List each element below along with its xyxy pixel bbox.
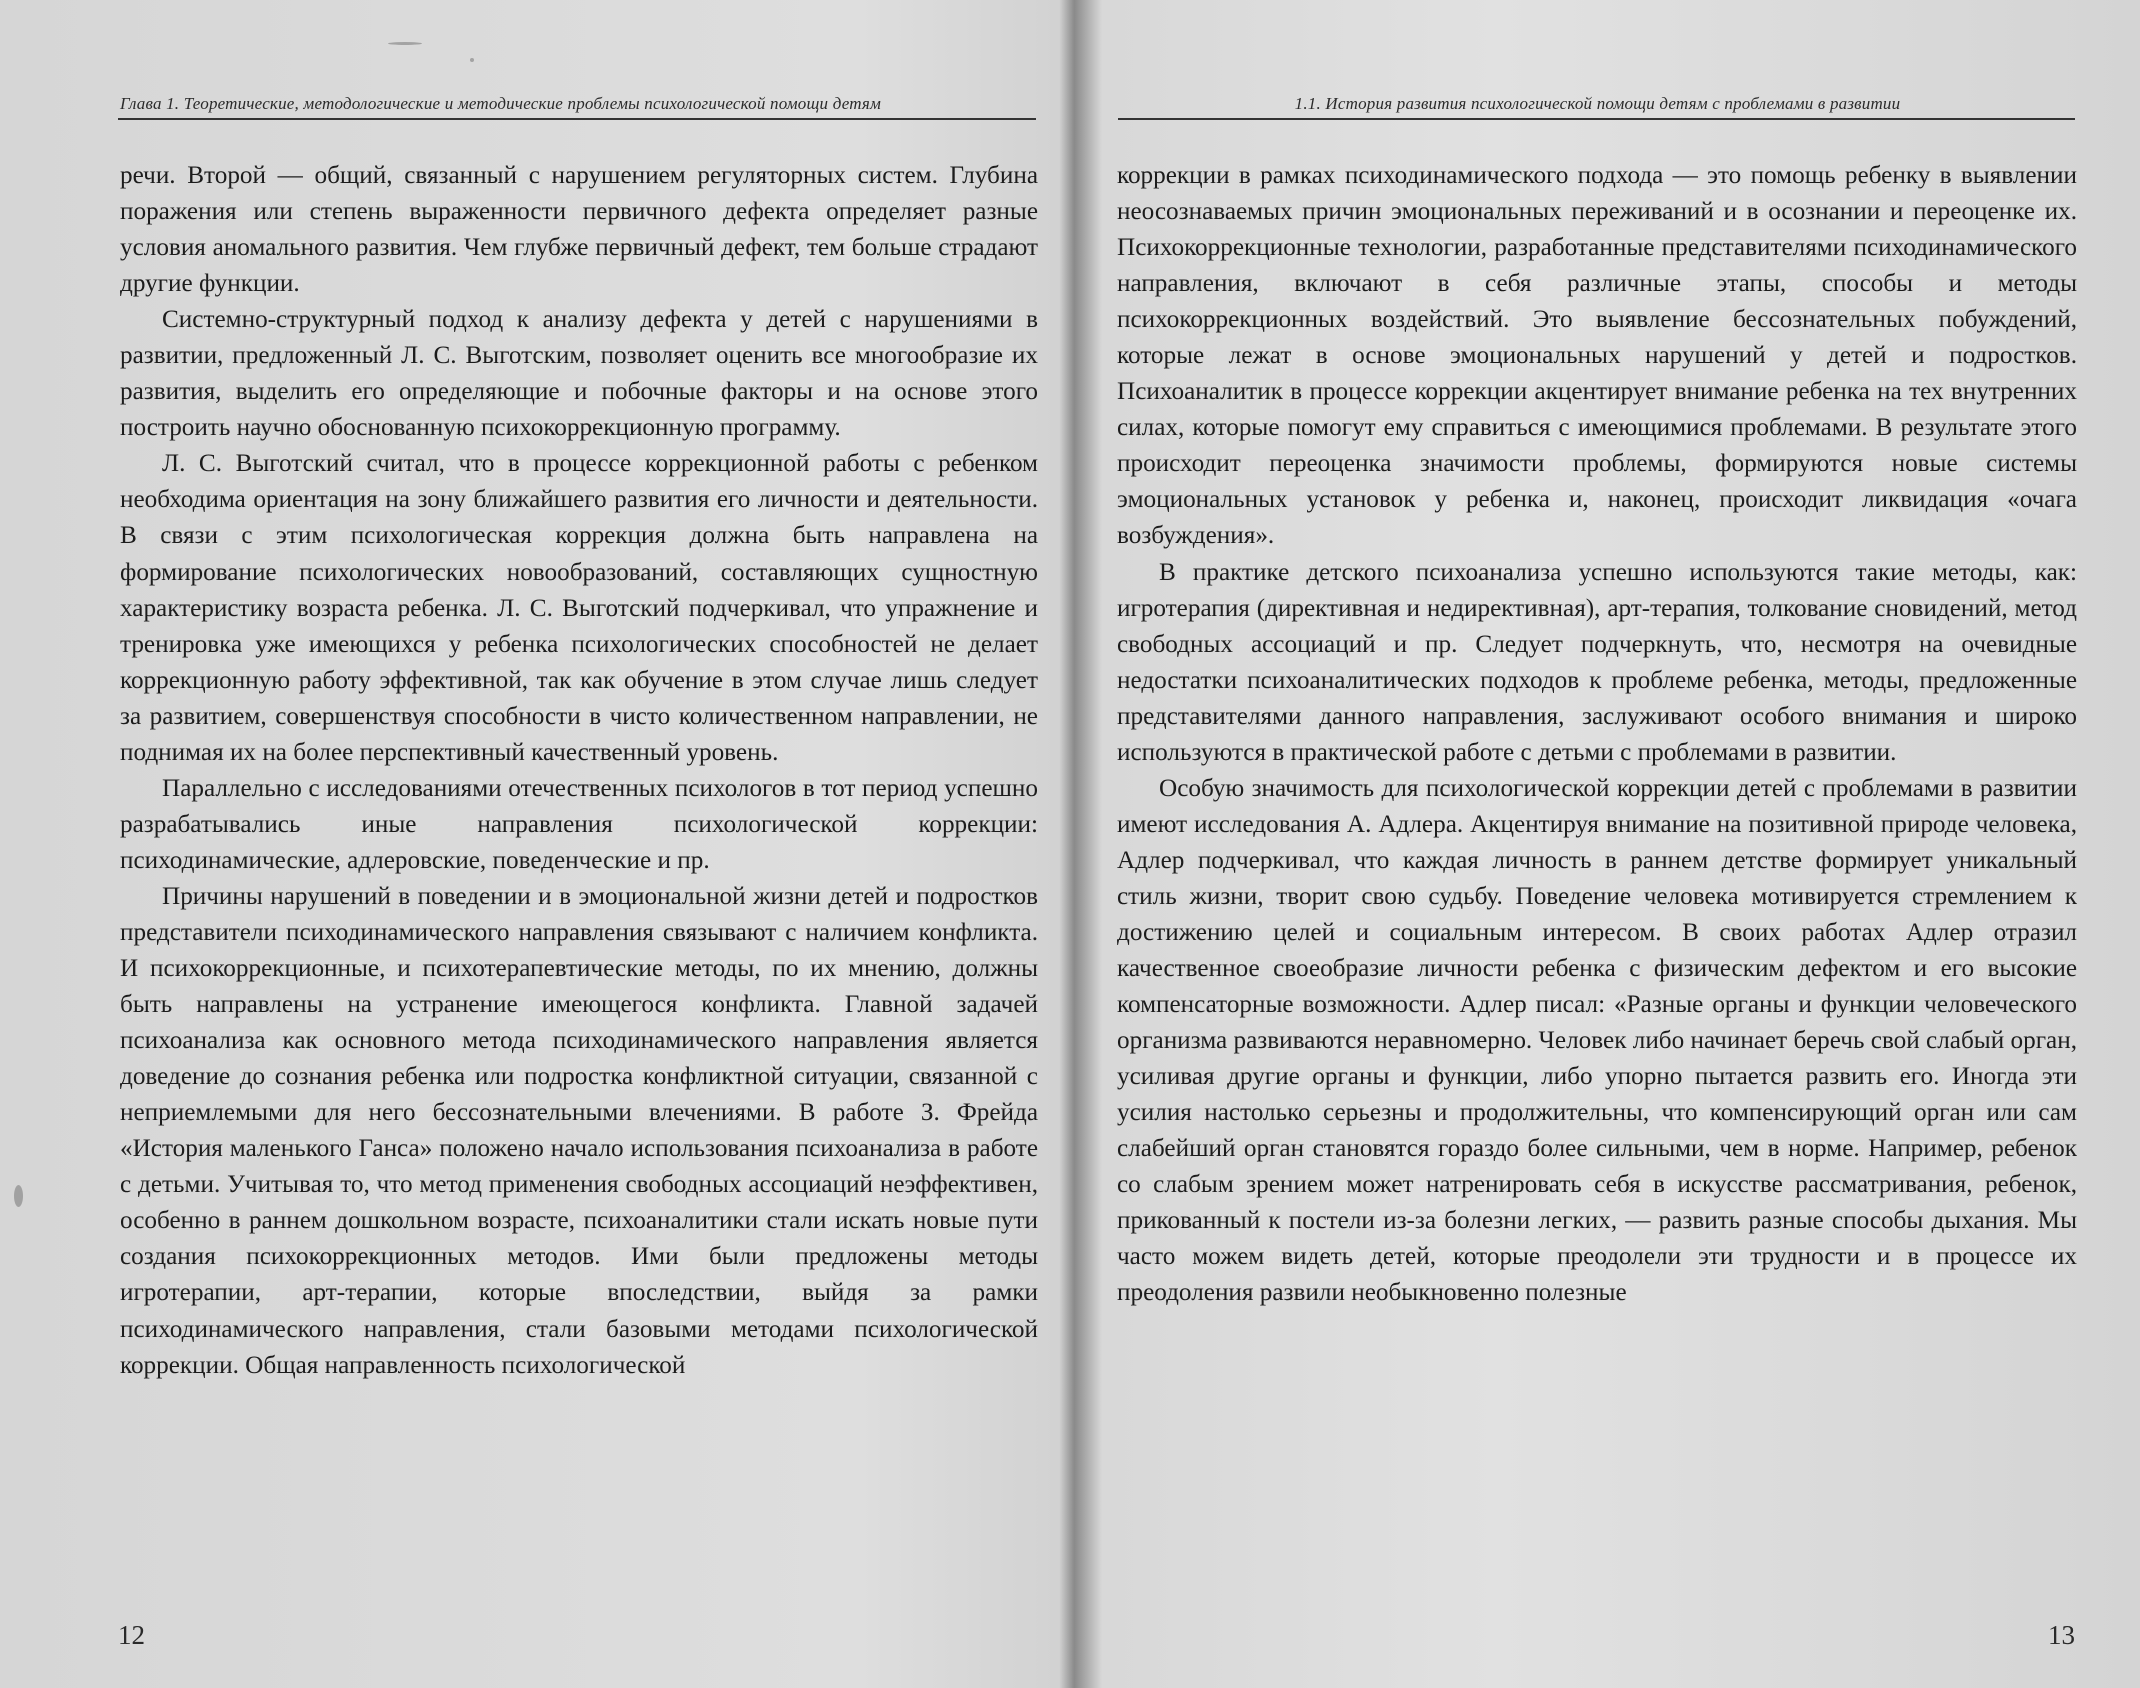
paragraph: В практике детского психоанализа успешно используются такие методы, как: игротерапия (директивная и недирективная), арт-терапия, толкование сновидений, метод свободных ассоциаций и пр. Следует подчеркнуть, что, несмотря на очевидные недостатки психоаналитических подходов к проблеме ребенка, методы, предложенные представителями данного направления, заслуживают особого внимания и широко используются в практической работе с детьми с проблемами в развитии. <box>1117 558 2077 766</box>
header-rule <box>1118 118 2075 120</box>
page-number: 12 <box>118 1620 145 1650</box>
paragraph: Л. С. Выготский считал, что в процессе коррекционной работы с ребенком необходима ориентация на зону ближайшего развития его личности и деятельности. В связи с этим психологическая коррекция должна быть направлена на формирование психологических новообразований, составляющих сущностную характеристику возраста ребенка. Л. С. Выготский подчеркивал, что упражнение и тренировка уже имеющихся у ребенка психологических способностей не делает коррекционную работу эффективной, так как обучение в этом случае лишь следует за развитием, совершенствуя способности в чисто количественном направлении, не поднимая их на более перспективный качественный уровень. <box>120 450 1038 766</box>
paragraph: коррекции в рамках психодинамического подхода — это помощь ребенку в выявлении неосознаваемых причин эмоциональных переживаний и в осознании и переоценке их. Психокоррекционные технологии, разработанные представителями психодинамического направления, включают в себя различные этапы, способы и методы психокоррекционных воздействий. Это выявление бессознательных побуждений, которые лежат в основе эмоциональных нарушений у детей и подростков. Психоаналитик в процессе коррекции акцентирует внимание ребенка на тех внутренних силах, которые помогут ему справиться с имеющимися проблемами. В результате этого происходит переоценка значимости проблемы, формируются новые системы эмоциональных установок у ребенка и, наконец, происходит ликвидация «очага возбуждения». <box>1117 162 2077 550</box>
body-text <box>1117 158 2077 1312</box>
paragraph: речи. Второй — общий, связанный с нарушением регуляторных систем. Глубина поражения или степень выраженности первичного дефекта определяет разные условия аномального развития. Чем глубже первичный дефект, тем больше страдают другие функции. <box>120 162 1038 298</box>
header-rule <box>118 118 1036 120</box>
paragraph: Системно-структурный подход к анализу дефекта у детей с нарушениями в развитии, предложенный Л. С. Выготским, позволяет оценить все многообразие их развития, выделить его определяющие и побочные факторы и на основе этого построить научно обоснованную психокоррекционную программу. <box>120 306 1038 442</box>
paragraph: Параллельно с исследованиями отечественных психологов в тот период успешно разрабатывались иные направления психологической коррекции: психодинамические, адлеровские, поведенческие и пр. <box>120 774 1038 874</box>
right-page <box>1075 0 2140 1688</box>
paragraph: Причины нарушений в поведении и в эмоциональной жизни детей и подростков представители психодинамического направления связывают с наличием конфликта. И психокоррекционные, и психотерапевтические методы, по их мнению, должны быть направлены на устранение имеющегося конфликта. Главной задачей психоанализа как основного метода психодинамического направления является доведение до сознания ребенка или подростка конфликтной ситуации, связанной с неприемлемыми для него бессознательными влечениями. В работе З. Фрейда «История маленького Ганса» положено начало использования психоанализа в работе с детьми. Учитывая то, что метод применения свободных ассоциаций неэффективен, особенно в раннем дошкольном возрасте, психоаналитики стали искать новые пути создания психокоррекционных методов. Ими были предложены методы игротерапии, арт-терапии, которые впоследствии, выйдя за рамки психодинамического направления, стали базовыми методами психологической коррекции. Общая направленность психологической <box>120 882 1038 1379</box>
running-head: 1.1. История развития психологической помощи детям с проблемами в развитии <box>1294 94 1901 113</box>
body-text <box>120 158 1038 1384</box>
running-head: Глава 1. Теоретические, методологические и методические проблемы психологической помощи детям <box>120 94 882 113</box>
page-number: 13 <box>2048 1620 2075 1650</box>
paragraph: Особую значимость для психологической коррекции детей с проблемами в развитии имеют исследования А. Адлера. Акцентируя внимание на позитивной природе человека, Адлер подчеркивал, что каждая личность в раннем детстве формирует уникальный стиль жизни, творит свою судьбу. Поведение человека мотивируется стремлением к достижению целей и социальным интересом. В своих работах Адлер отразил качественное своеобразие личности ребенка с физическим дефектом и его высокие компенсаторные возможности. Адлер писал: «Разные органы и функции человеческого организма развиваются неравномерно. Человек либо начинает беречь свой слабый орган, усиливая другие органы и функции, либо упорно пытается развить его. Иногда эти усилия настолько серьезны и продолжительны, что компенсирующий орган или сам слабейший орган становятся гораздо более сильными, чем в норме. Например, ребенок со слабым зрением может натренировать себя в искусстве рассматривания, ребенок, прикованный к постели из-за болезни легких, — развить разные способы дыхания. Мы часто можем видеть детей, которые преодолели эти трудности и в процессе их преодоления развили необыкновенно полезные <box>1117 774 2077 1307</box>
